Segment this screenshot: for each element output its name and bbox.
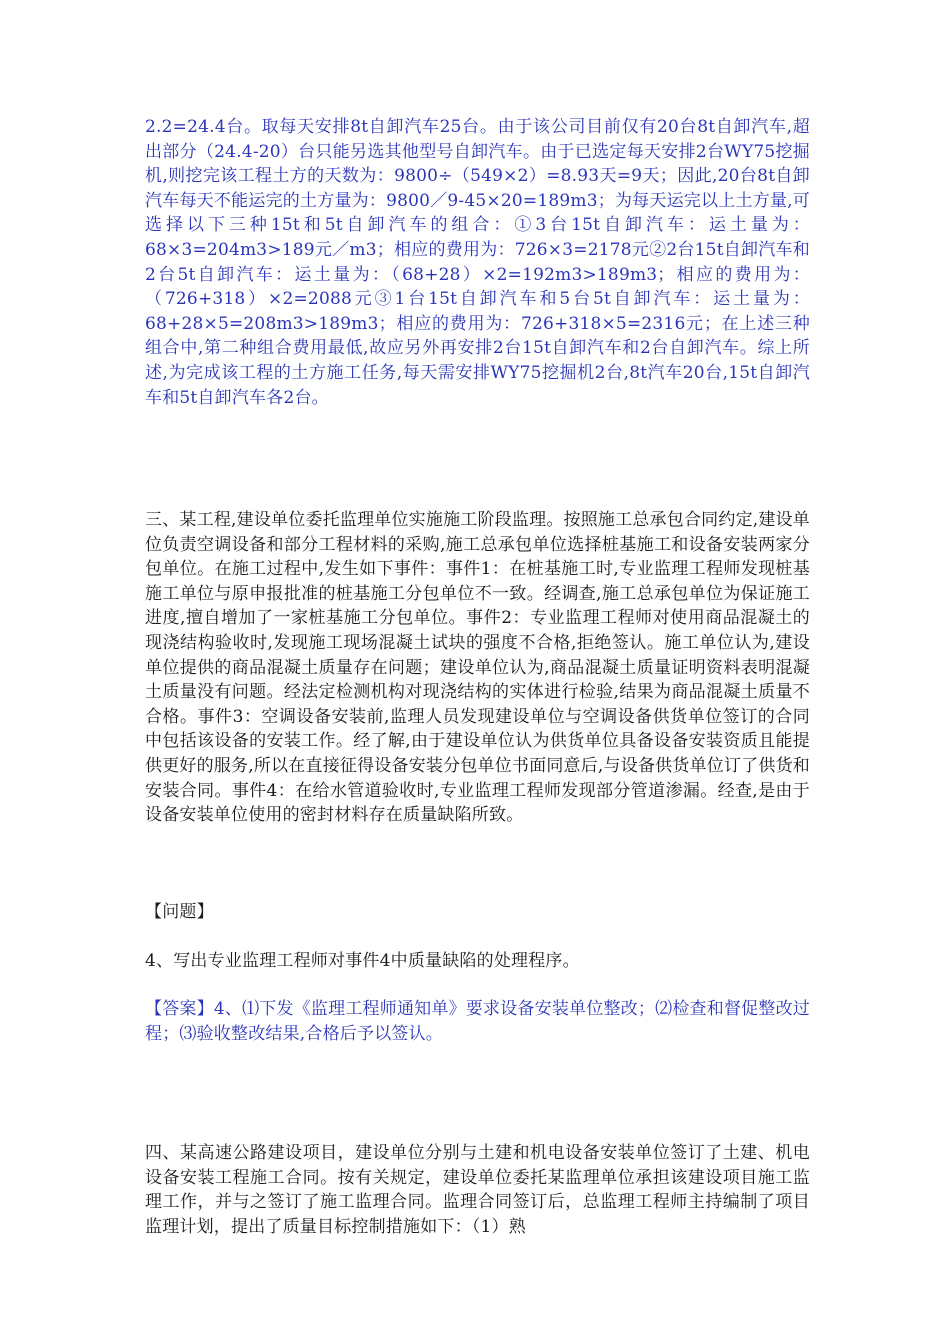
- question-four-item: 4、写出专业监理工程师对事件4中质量缺陷的处理程序。: [145, 951, 580, 971]
- question-four-paragraph: 四、某高速公路建设项目，建设单位分别与土建和机电设备安装单位签订了土建、机电设备安装工程施工合同。按有关规定，建设单位委托某监理单位承担该建设项目施工监理工作，并与之签订了施工监理合同。监理合同签订后，总监理工程师主持编制了项目监理计划，提出了质量目标控制措施如下：（1）熟: [145, 1143, 810, 1237]
- question-three-paragraph: 三、某工程,建设单位委托监理单位实施施工阶段监理。按照施工总承包合同约定,建设单位负责空调设备和部分工程材料的采购,施工总承包单位选择桩基施工和设备安装两家分包单位。在施工过程中,发生如下事件：事件1：在桩基施工时,专业监理工程师发现桩基施工单位与原申报批准的桩基施工分包单位不一致。经调查,施工总承包单位为保证施工进度,擅自增加了一家桩基施工分包单位。事件2：专业监理工程师对使用商品混凝土的现浇结构验收时,发现施工现场混凝土试块的强度不合格,拒绝签认。施工单位认为,建设单位提供的商品混凝土质量存在问题；建设单位认为,商品混凝土质量证明资料表明混凝土质量没有问题。经法定检测机构对现浇结构的实体进行检验,结果为商品混凝土质量不合格。事件3：空调设备安装前,监理人员发现建设单位与空调设备供货单位签订的合同中包括该设备的安装工作。经了解,由于建设单位认为供货单位具备设备安装资质且能提供更好的服务,所以在直接征得设备安装分包单位书面同意后,与设备供货单位订了供货和安装合同。事件4：在给水管道验收时,专业监理工程师发现部分管道渗漏。经查,是由于设备安装单位使用的密封材料存在质量缺陷所致。: [145, 510, 810, 826]
- question-label: 【问题】: [145, 902, 214, 922]
- answer-paragraph: 【答案】4、⑴下发《监理工程师通知单》要求设备安装单位整改；⑵检查和督促整改过程；⑶验收整改结果,合格后予以签认。: [145, 999, 810, 1044]
- answer-continuation-paragraph: 2.2=24.4台。取每天安排8t自卸汽车25台。由于该公司目前仅有20台8t自卸汽车,超出部分（24.4-20）台只能另选其他型号自卸汽车。由于已选定每天安排2台WY75挖掘机,则挖完该工程土方的天数为：9800÷（549×2）=8.93天=9天；因此,20台8t自卸汽车每天不能运完的土方量为：9800／9-45×20=189m3；为每天运完以上土方量,可选择以下三种15t和5t自卸汽车的组合：①3台15t自卸汽车：运土量为：68×3=204m3>189元／m3；相应的费用为：726×3=2178元②2台15t自卸汽车和2台5t自卸汽车：运土量为：（68+28）×2=192m3>189m3；相应的费用为：（726+318）×2=2088元③1台15t自卸汽车和5台5t自卸汽车：运土量为：68+28×5=208m3>189m3；相应的费用为：726+318×5=2316元；在上述三种组合中,第二种组合费用最低,故应另外再安排2台15t自卸汽车和2台自卸汽车。综上所述,为完成该工程的土方施工任务,每天需安排WY75挖掘机2台,8t汽车20台,15t自卸汽车和5t自卸汽车各2台。: [145, 117, 810, 408]
